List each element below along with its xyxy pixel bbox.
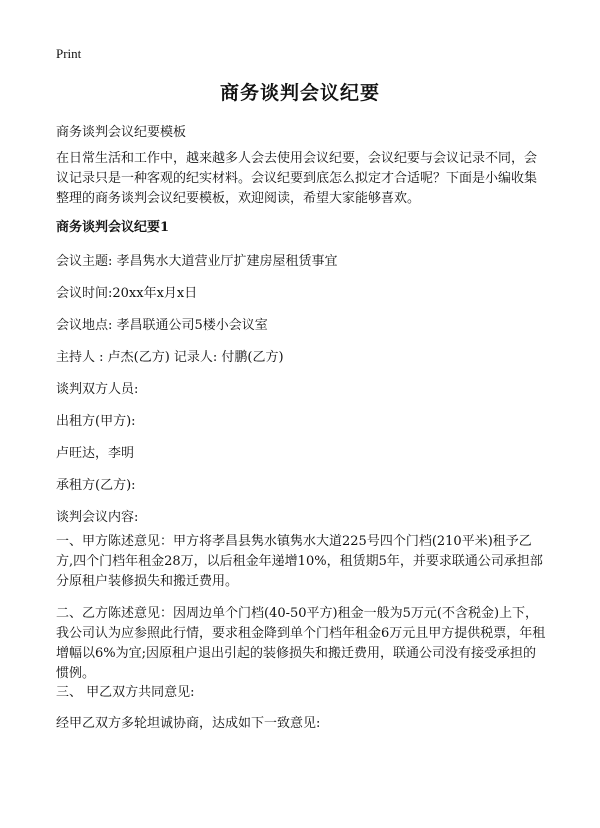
- meeting-time: 会议时间:20xx年x月x日: [56, 286, 198, 301]
- host-and-recorder: 主持人 : 卢杰(乙方) 记录人: 付鹏(乙方): [56, 350, 284, 365]
- lessee-label: 承租方(乙方):: [56, 478, 136, 493]
- meeting-content-label: 谈判会议内容:: [56, 510, 139, 525]
- meeting-topic: 会议主题: 孝昌隽水大道营业厅扩建房屋租赁事宜: [56, 254, 338, 269]
- party-b-statement: 二、乙方陈述意见：因周边单个门档(40-50平方)租金一般为5万元(不含税金)上下，我公司认为应参照此行情，要求租金降到单个门档年租金6万元且甲方提供税票，年租增幅以6%为宜;因原租户退出引起的装修损失和搬迁费用，联通公司没有接受承担的惯例。: [56, 606, 546, 681]
- negotiating-parties-label: 谈判双方人员:: [56, 382, 139, 397]
- consensus-intro: 经甲乙双方多轮坦诚协商，达成如下一致意见:: [56, 716, 321, 731]
- lessor-label: 出租方(甲方):: [56, 414, 136, 429]
- meeting-location: 会议地点: 孝昌联通公司5楼小会议室: [56, 318, 268, 333]
- page-title: 商务谈判会议纪要: [219, 82, 380, 104]
- lessor-names: 卢旺达，李明: [56, 446, 135, 461]
- print-link[interactable]: Print: [56, 46, 82, 61]
- party-a-statement: 一、甲方陈述意见：甲方将孝昌县隽水镇隽水大道225号四个门档(210平米)租予乙方,四个门档年租金28万，以后租金年递增10%，租赁期5年，并要求联通公司承担部分原租户装修损失和搬迁费用。: [56, 534, 543, 589]
- joint-opinion-heading: 三、 甲乙双方共同意见:: [56, 685, 195, 700]
- intro-paragraph: 在日常生活和工作中，越来越多人会去使用会议纪要，会议纪要与会议记录不同，会议记录只是一种客观的纪实材料。会议纪要到底怎么拟定才合适呢？下面是小编收集整理的商务谈判会议纪要模板，欢迎阅读，希望大家能够喜欢。: [56, 151, 538, 206]
- document-subtitle: 商务谈判会议纪要模板: [56, 125, 187, 140]
- section-heading: 商务谈判会议纪要1: [56, 220, 170, 235]
